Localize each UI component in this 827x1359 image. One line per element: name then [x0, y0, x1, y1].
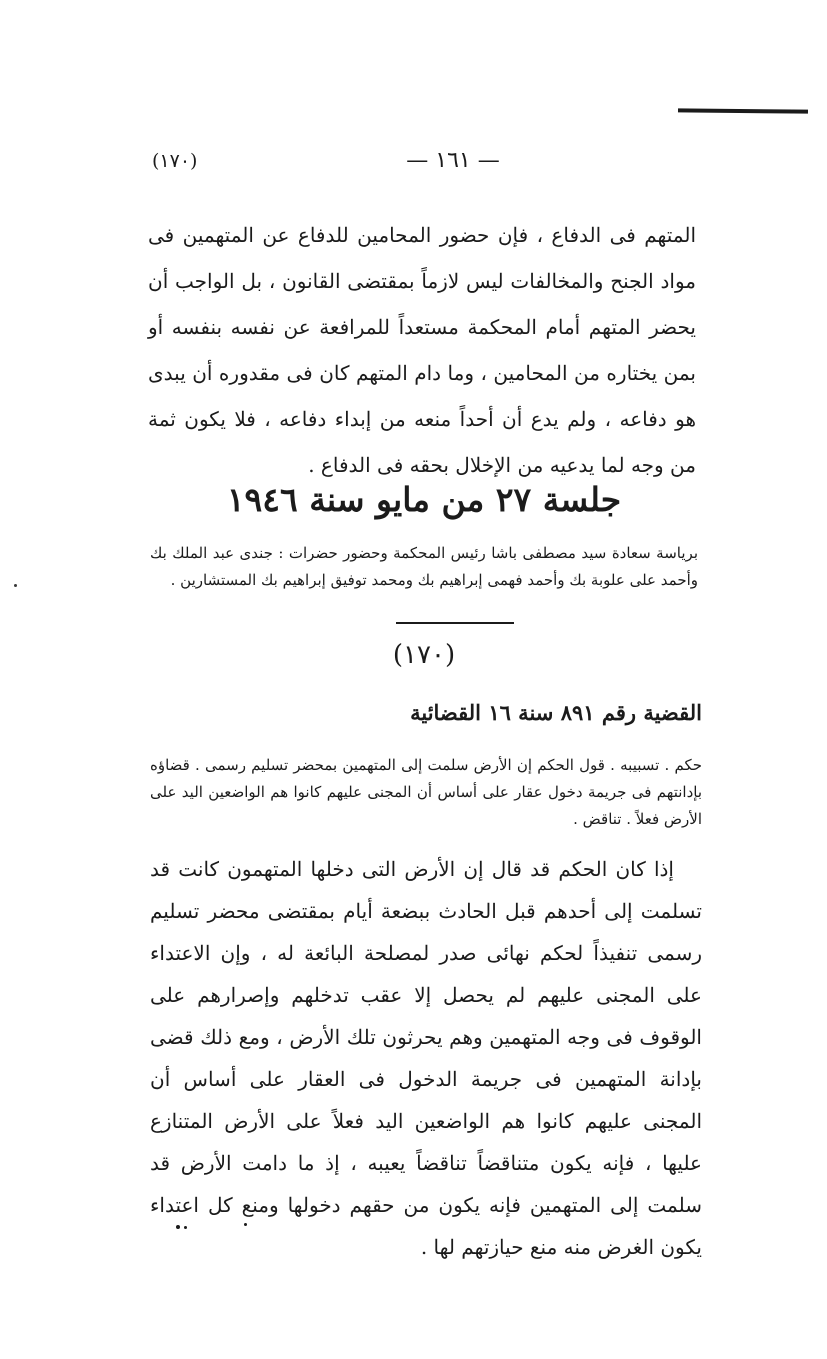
bottom-specks: [176, 1222, 256, 1234]
page-header: [0, 148, 827, 184]
page-edge-line: [678, 108, 808, 113]
speck: [184, 1226, 187, 1229]
session-presidency: برياسة سعادة سيد مصطفى باشا رئيس المحكمة وحضور حضرات : جندى عبد الملك بك وأحمد على علوبة بك وأحمد فهمى إبراهيم بك ومحمد توفيق إبراهيم بك المستشارين .: [150, 544, 698, 589]
speck: [176, 1225, 180, 1229]
case-title: القضية رقم ٨٩١ سنة ١٦ القضائية: [410, 700, 702, 725]
ruling-paragraph: إذا كان الحكم قد قال إن الأرض التى دخلها المتهمون كانت قد تسلمت إلى أحدهم قبل الحادث ببضعة أيام بمقتضى محضر تسليم رسمى تنفيذاً لحكم نهائى صدر لمصلحة البائعة له ، وإن الاعتداء على المجنى عليهم لم يحصل إلا عقب تدخلهم وإصرارهم على الوقوف فى وجه المتهمين وهم يحرثون تلك الأرض ، ومع ذلك قضى بإدانة المتهمين فى جريمة الدخول فى العقار على أساس أن المجنى عليهم كانوا هم الواضعين اليد فعلاً على الأرض المتنازع عليها ، فإنه يكون متناقضاً تناقضاً يعيبه ، إذ ما دامت الأرض قد سلمت إلى المتهمين فإنه يكون من حقهم دخولها ومنع كل اعتداء يكون الغرض منه منع حيازتهم لها .: [150, 857, 702, 1259]
margin-speck: [14, 584, 17, 587]
case-summary: حكم . تسبيبه . قول الحكم إن الأرض سلمت إلى المتهمين بمحضر تسليم رسمى . قضاؤه بإدانتهم فى جريمة دخول عقار على أساس أن المجنى عليهم كانوا هم الواضعين اليد على الأرض فعلاً . تناقض .: [150, 756, 702, 828]
running-case-number: (١٧٠): [152, 150, 198, 172]
intro-paragraph-block: [148, 212, 696, 488]
intro-paragraph: المتهم فى الدفاع ، فإن حضور المحامين للدفاع عن المتهمين فى مواد الجنح والمخالفات ليس لازماً بمقتضى القانون ، بل الواجب أن يحضر المتهم أمام المحكمة مستعداً للمرافعة عن نفسه بنفسه أو بمن يختاره من المحامين ، وما دام المتهم كان فى مقدوره أن يبدى هو دفاعه ، ولم يدع أن أحداً منعه من إبداء دفاعه ، فلا يكون ثمة من وجه لما يدعيه من الإخلال بحقه فى الدفاع .: [148, 223, 696, 477]
ruling-block: [150, 848, 702, 1268]
case-number: (١٧٠): [392, 640, 456, 670]
section-divider: [396, 622, 514, 624]
page-number: — ١٦١ —: [406, 148, 500, 173]
session-title: جلسة ٢٧ من مايو سنة ١٩٤٦: [226, 480, 622, 519]
speck: [244, 1223, 247, 1226]
